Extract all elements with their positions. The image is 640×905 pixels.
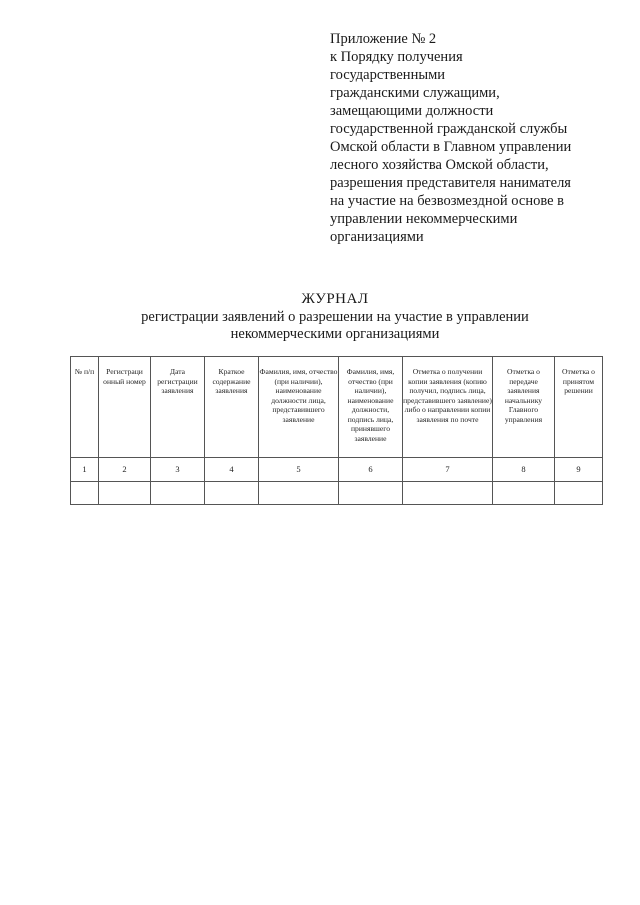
- header-cell-index: № п/п: [71, 357, 99, 458]
- appendix-line: организациями: [330, 229, 424, 245]
- appendix-line: государственными: [330, 67, 446, 83]
- appendix-line: разрешения представителя нанимателя: [330, 175, 571, 191]
- appendix-line: Приложение № 2: [330, 31, 437, 47]
- empty-cell: [339, 482, 403, 505]
- journal-subtitle-line: регистрации заявлений о разрешении на участие в управлении: [141, 309, 529, 325]
- empty-cell: [71, 482, 99, 505]
- column-number-cell: 2: [99, 458, 151, 482]
- column-number-cell: 3: [151, 458, 205, 482]
- header-cell-decision-mark: Отметка о принятом решении: [555, 357, 603, 458]
- column-number-cell: 6: [339, 458, 403, 482]
- appendix-line: лесного хозяйства Омской области,: [330, 157, 549, 173]
- column-number-cell: 5: [259, 458, 339, 482]
- column-number-cell: 8: [493, 458, 555, 482]
- header-cell-copy-mark: Отметка о получении копии заявления (копию получил, подпись лица, представившего заявление) либо о направлении копии заявления по почте: [403, 357, 493, 458]
- empty-cell: [205, 482, 259, 505]
- header-cell-summary: Краткое содержание заявления: [205, 357, 259, 458]
- empty-cell: [403, 482, 493, 505]
- table-number-row: [71, 458, 603, 482]
- header-cell-reg-date: Дата регистрации заявления: [151, 357, 205, 458]
- empty-cell: [99, 482, 151, 505]
- column-number-cell: 7: [403, 458, 493, 482]
- appendix-line: замещающими должности: [330, 103, 494, 119]
- journal-table: [70, 356, 603, 505]
- empty-cell: [151, 482, 205, 505]
- journal-title-block: [70, 290, 600, 343]
- header-cell-applicant: Фамилия, имя, отчество (при наличии), наименование должности лица, представившего заявление: [259, 357, 339, 458]
- header-cell-reg-number: Регистраци онный номер: [99, 357, 151, 458]
- journal-subtitle-line: некоммерческими организациями: [230, 326, 440, 342]
- header-cell-transfer-mark: Отметка о передаче заявления начальнику Главного управления: [493, 357, 555, 458]
- header-cell-receiver: Фамилия, имя, отчество (при наличии), наименование должности, подпись лица, принявшего заявление: [339, 357, 403, 458]
- table-header-row: [71, 357, 603, 458]
- appendix-line: государственной гражданской службы: [330, 121, 568, 137]
- appendix-line: гражданскими служащими,: [330, 85, 500, 101]
- empty-cell: [493, 482, 555, 505]
- appendix-line: на участие на безвозмездной основе в: [330, 193, 565, 209]
- empty-cell: [259, 482, 339, 505]
- column-number-cell: 1: [71, 458, 99, 482]
- column-number-cell: 9: [555, 458, 603, 482]
- appendix-block: [330, 30, 630, 246]
- appendix-line: к Порядку получения: [330, 49, 463, 65]
- empty-cell: [555, 482, 603, 505]
- appendix-line: Омской области в Главном управлении: [330, 139, 572, 155]
- table-row: [71, 482, 603, 505]
- appendix-line: управлении некоммерческими: [330, 211, 518, 227]
- column-number-cell: 4: [205, 458, 259, 482]
- journal-title: ЖУРНАЛ: [301, 291, 369, 307]
